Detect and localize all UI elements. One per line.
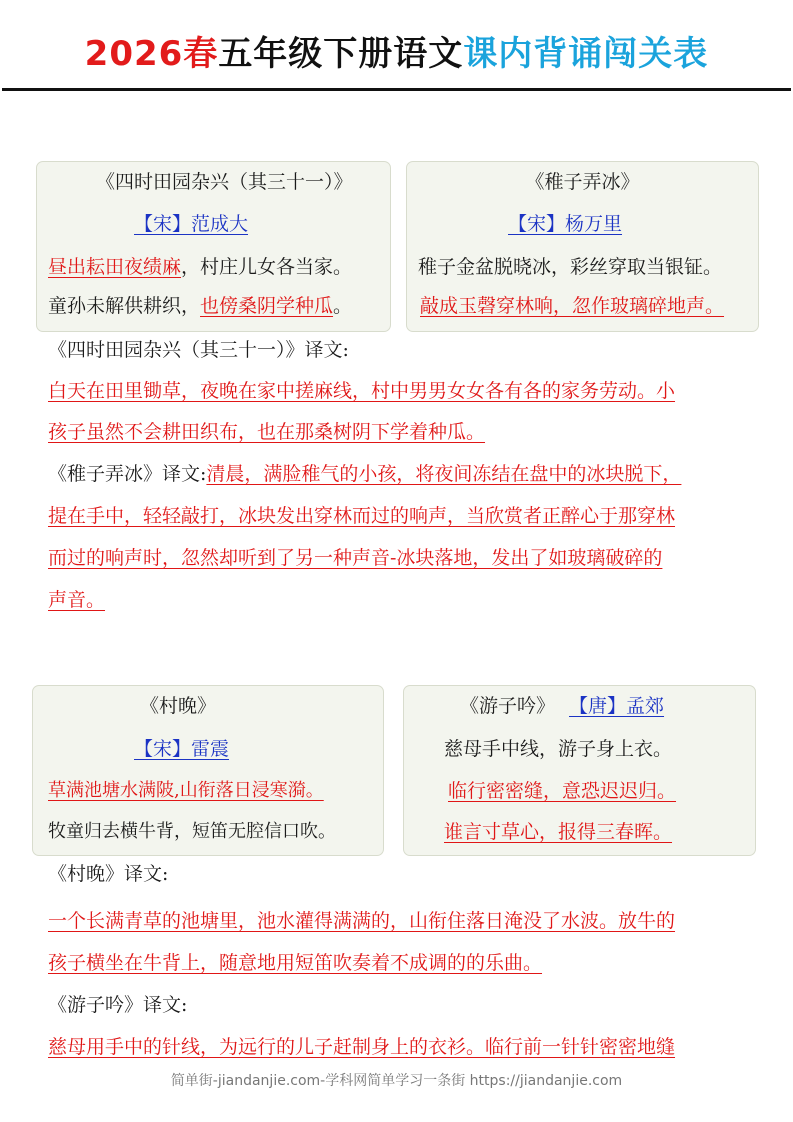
poem-title: 《四时田园杂兴（其三十一）》 xyxy=(96,171,353,193)
translation-label: 《稚子弄冰》译文: xyxy=(48,463,207,485)
poem-line-3: 谁言寸草心，报得三春晖。 xyxy=(444,821,673,843)
poem-author: 【宋】杨万里 xyxy=(508,213,623,235)
poem-title: 《稚子弄冰》 xyxy=(525,171,640,193)
translation-line: 提在手中，轻轻敲打，冰块发出穿林而过的响声，当欣赏者正醉心于那穿林 xyxy=(48,505,676,527)
poem-author: 【宋】雷震 xyxy=(134,738,230,760)
poem-line-highlight: 也傍桑阴学种瓜 xyxy=(200,295,334,317)
poem-line-text: 。 xyxy=(333,295,353,317)
title-grade: 五年级下册语文 xyxy=(218,34,464,74)
translation-line: 一个长满青草的池塘里，池水灌得满满的，山衔住落日淹没了水波。放牛的 xyxy=(48,910,676,932)
translation-label: 《游子吟》译文: xyxy=(48,994,188,1016)
poem-line-2 xyxy=(48,294,352,318)
title-subject: 课内背诵闯关表 xyxy=(463,34,709,74)
translation-line: 白天在田里锄草，夜晚在家中搓麻线，村中男男女女各有各的家务劳动。小 xyxy=(48,380,676,402)
translation-line: 孩子虽然不会耕田织布，也在那桑树阴下学着种瓜。 xyxy=(48,421,486,443)
poem-line-text: ，村庄儿女各当家。 xyxy=(181,256,353,278)
translation-line: 而过的响声时，忽然却听到了另一种声音-冰块落地，发出了如玻璃破碎的 xyxy=(48,547,663,569)
header-divider xyxy=(2,88,791,91)
poem-line-1: 草满池塘水满陂,山衔落日浸寒漪。 xyxy=(48,780,324,801)
poem-line-2: 临行密密缝，意恐迟迟归。 xyxy=(448,780,677,802)
poem-line-2: 牧童归去横牛背，短笛无腔信口吹。 xyxy=(48,821,336,842)
page-title xyxy=(0,26,793,75)
translation-line: 清晨，满脸稚气的小孩，将夜间冻结在盘中的冰块脱下， xyxy=(206,463,682,485)
poem-title-row xyxy=(460,694,664,718)
translation-label: 《四时田园杂兴（其三十一）》译文: xyxy=(48,339,349,361)
poem-line-1: 慈母手中线，游子身上衣。 xyxy=(444,738,673,760)
poem-line-text: 童孙未解供耕织， xyxy=(48,295,201,317)
poem-title: 《游子吟》 xyxy=(460,695,556,717)
poem-author: 【唐】孟郊 xyxy=(569,695,665,717)
poem-line-highlight: 昼出耘田夜绩麻 xyxy=(48,256,182,278)
poem-title: 《村晚》 xyxy=(140,695,217,717)
page-footer: 简单街-jiandanjie.com-学科网简单学习一条街 https://jiandanjie.com xyxy=(170,1073,623,1089)
poem-author: 【宋】范成大 xyxy=(134,213,249,235)
translation-label: 《村晚》译文: xyxy=(48,863,169,885)
translation-line: 慈母用手中的针线，为远行的儿子赶制身上的衣衫。临行前一针针密密地缝 xyxy=(48,1036,676,1058)
poem-line-1: 稚子金盆脱晓冰，彩丝穿取当银钲。 xyxy=(418,256,723,278)
title-year: 2026春 xyxy=(84,34,219,74)
translation-line: 孩子横坐在牛背上，随意地用短笛吹奏着不成调的的乐曲。 xyxy=(48,952,543,974)
translation-block-zhizi xyxy=(48,461,748,487)
poem-line-2: 敲成玉磬穿林响，忽作玻璃碎地声。 xyxy=(420,295,725,317)
poem-line-1 xyxy=(48,255,352,279)
translation-line: 声音。 xyxy=(48,589,106,611)
page-header xyxy=(0,0,793,92)
